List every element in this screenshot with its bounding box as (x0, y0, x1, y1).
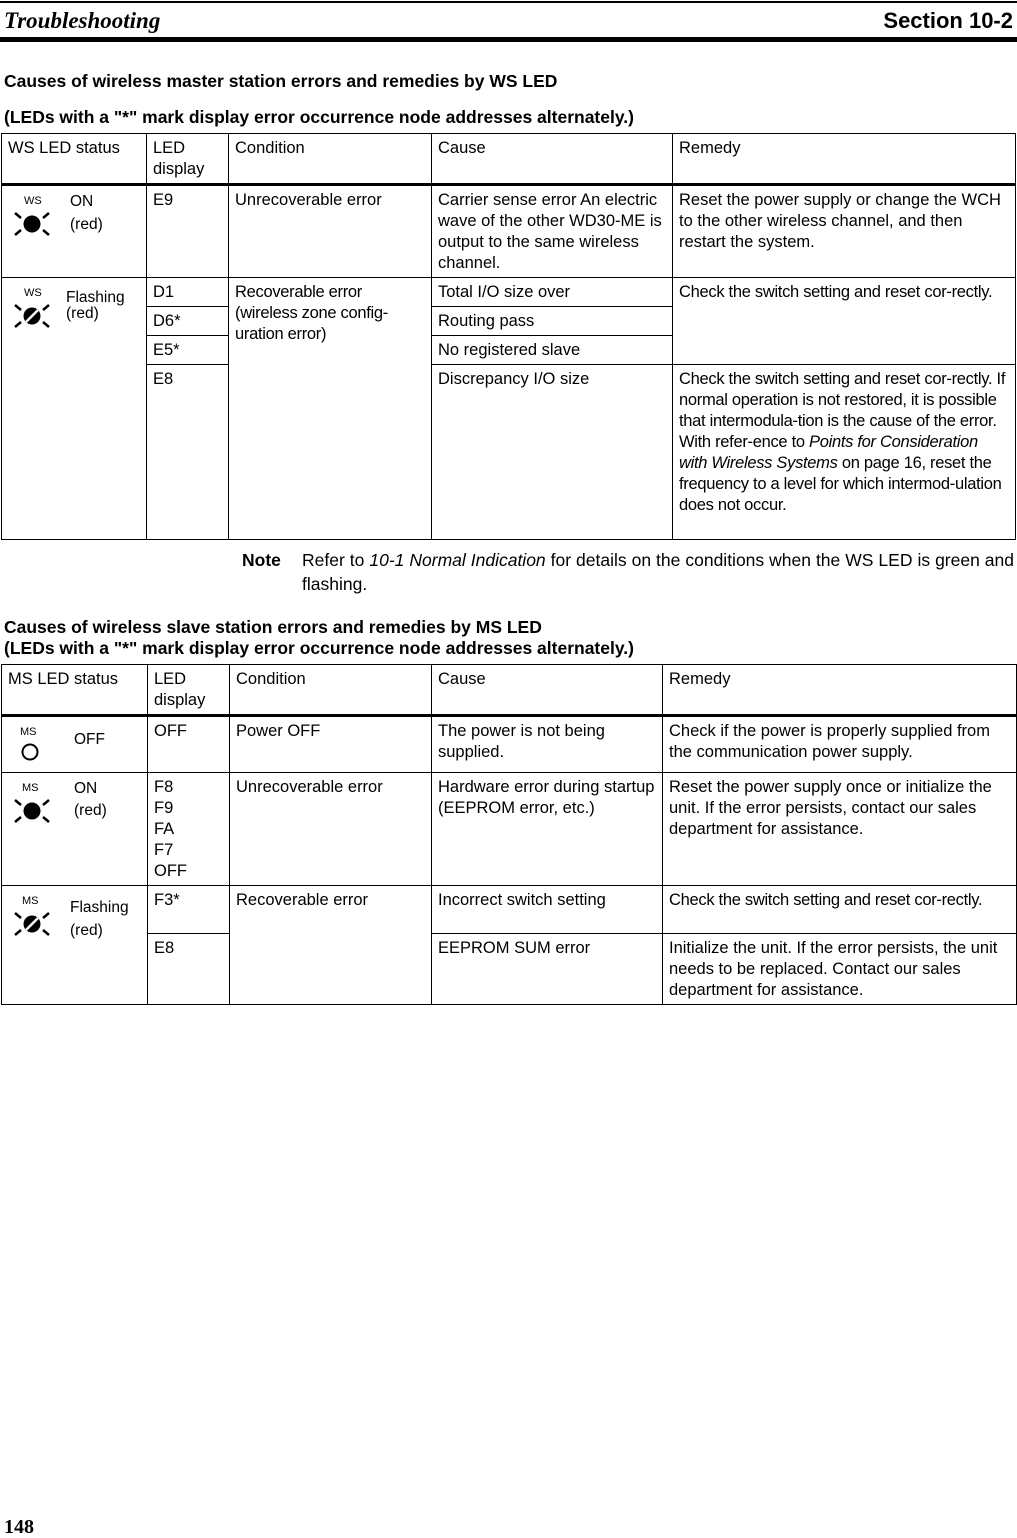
note-text: for details on the conditions when the WS LED is green and flashing. (302, 550, 1014, 594)
led-color-label: (red) (66, 305, 99, 322)
led-flashing-icon (10, 286, 60, 336)
page-number: 148 (4, 1516, 34, 1538)
slave-heading: Causes of wireless slave station errors and remedies by MS LED (4, 617, 542, 637)
column-header-led-display: LED display (147, 134, 229, 185)
led-name-label: WS (24, 195, 42, 207)
led-display-cell: E8 (148, 934, 230, 1005)
condition-cell: Unrecoverable error (230, 773, 432, 886)
led-status-label: OFF (74, 731, 105, 748)
table-row (2, 934, 1017, 1005)
led-display-cell: E9 (147, 185, 229, 278)
led-status-cell (2, 773, 148, 886)
table-header-row (2, 665, 1017, 716)
led-on-icon (10, 194, 60, 244)
table-row (2, 716, 1017, 773)
led-status-label: Flashing (66, 289, 125, 306)
table-row (2, 773, 1017, 886)
column-header-remedy: Remedy (673, 134, 1016, 185)
led-status-label: ON (74, 780, 98, 797)
led-display-code: F9 (154, 799, 174, 817)
column-header-led-status: WS LED status (2, 134, 147, 185)
remedy-reference: Points for Consideration with Wireless Systems (679, 433, 978, 472)
led-status-label: ON (70, 193, 94, 210)
cause-cell: Carrier sense error An electric wave of the other WD30-ME is output to the same wireless channel. (432, 185, 673, 278)
condition-cell: Recoverable error (230, 886, 432, 1005)
page-header (0, 0, 1017, 44)
remedy-text: Check the switch setting and reset cor-rectly. If normal operation is not restored, it is possible that intermodula-tion is the cause of the error. With refer-ence to (679, 370, 1006, 451)
led-status-label: Flashing (70, 899, 129, 916)
remedy-text: on page 16, reset the frequency to a level for which intermod-ulation does not occur. (679, 454, 1002, 514)
remedy-cell: Initialize the unit. If the error persists, the unit needs to be replaced. Contact our sales department for assistance. (663, 934, 1017, 1005)
led-status-cell (2, 278, 147, 540)
slave-error-table (1, 664, 1017, 1005)
led-display-cell: D1 (147, 278, 229, 307)
header-rule-top (0, 1, 1017, 3)
led-color-label: (red) (70, 216, 103, 233)
column-header-remedy: Remedy (663, 665, 1017, 716)
remedy-cell: Check the switch setting and reset cor-rectly. (663, 886, 1017, 934)
led-display-code: F7 (154, 841, 174, 859)
led-display-cell: E8 (147, 365, 229, 540)
remedy-cell (673, 365, 1016, 540)
led-display-cell: F3* (148, 886, 230, 934)
led-display-code: FA (154, 820, 175, 838)
remedy-cell: Check if the power is properly supplied from the communication power supply. (663, 716, 1017, 773)
led-flashing-icon (10, 894, 60, 944)
note-text: Refer to (302, 550, 370, 570)
cause-cell: No registered slave (432, 336, 673, 365)
note-label: Note (242, 550, 281, 570)
cause-cell: Discrepancy I/O size (432, 365, 673, 540)
section-number: Section 10-2 (883, 8, 1013, 33)
led-display-code: OFF (154, 862, 187, 880)
remedy-cell: Reset the power supply or change the WCH to the other wireless channel, and then restart the system. (673, 185, 1016, 278)
note-body (302, 548, 1014, 596)
condition-cell: Power OFF (230, 716, 432, 773)
remedy-cell: Reset the power supply once or initialize the unit. If the error persists, contact our sales department for assistance. (663, 773, 1017, 886)
cause-cell: Routing pass (432, 307, 673, 336)
led-display-code: F8 (154, 778, 174, 796)
led-display-cell: OFF (148, 716, 230, 773)
table-header-row (2, 134, 1016, 185)
cause-cell: The power is not being supplied. (432, 716, 663, 773)
table-row (2, 886, 1017, 934)
slave-subheading: (LEDs with a "*" mark display error occurrence node addresses alternately.) (4, 638, 634, 658)
led-name-label: MS (20, 726, 37, 738)
column-header-condition: Condition (229, 134, 432, 185)
table-row (2, 365, 1016, 540)
cause-cell: Total I/O size over (432, 278, 673, 307)
led-color-label: (red) (70, 922, 103, 939)
remedy-cell: Check the switch setting and reset cor-rectly. (673, 278, 1016, 365)
condition-cell: Recoverable error (wireless zone config-uration error) (229, 278, 432, 540)
column-header-led-status: MS LED status (2, 665, 148, 716)
cause-cell: Incorrect switch setting (432, 886, 663, 934)
header-rule-bottom (0, 37, 1017, 42)
led-status-cell (2, 185, 147, 278)
cause-cell: Hardware error during startup (EEPROM error, etc.) (432, 773, 663, 886)
led-status-cell (2, 886, 148, 1005)
cause-cell: EEPROM SUM error (432, 934, 663, 1005)
master-subheading: (LEDs with a "*" mark display error occurrence node addresses alternately.) (4, 107, 634, 127)
led-color-label: (red) (74, 802, 107, 819)
column-header-cause: Cause (432, 665, 663, 716)
column-header-cause: Cause (432, 134, 673, 185)
table-row (2, 185, 1016, 278)
led-off-icon (10, 725, 50, 765)
condition-cell: Unrecoverable error (229, 185, 432, 278)
chapter-title: Troubleshooting (4, 8, 161, 33)
master-error-table (1, 133, 1016, 540)
master-heading: Causes of wireless master station errors and remedies by WS LED (4, 71, 558, 91)
led-name-label: MS (22, 782, 39, 794)
column-header-condition: Condition (230, 665, 432, 716)
led-name-label: MS (22, 895, 39, 907)
led-display-cell: E5* (147, 336, 229, 365)
note-reference: 10-1 Normal Indication (369, 550, 546, 570)
led-status-cell (2, 716, 148, 773)
led-display-cell: D6* (147, 307, 229, 336)
led-on-icon (10, 781, 60, 831)
column-header-led-display: LED display (148, 665, 230, 716)
led-display-cell (148, 773, 230, 886)
table-row (2, 278, 1016, 307)
led-name-label: WS (24, 287, 42, 299)
